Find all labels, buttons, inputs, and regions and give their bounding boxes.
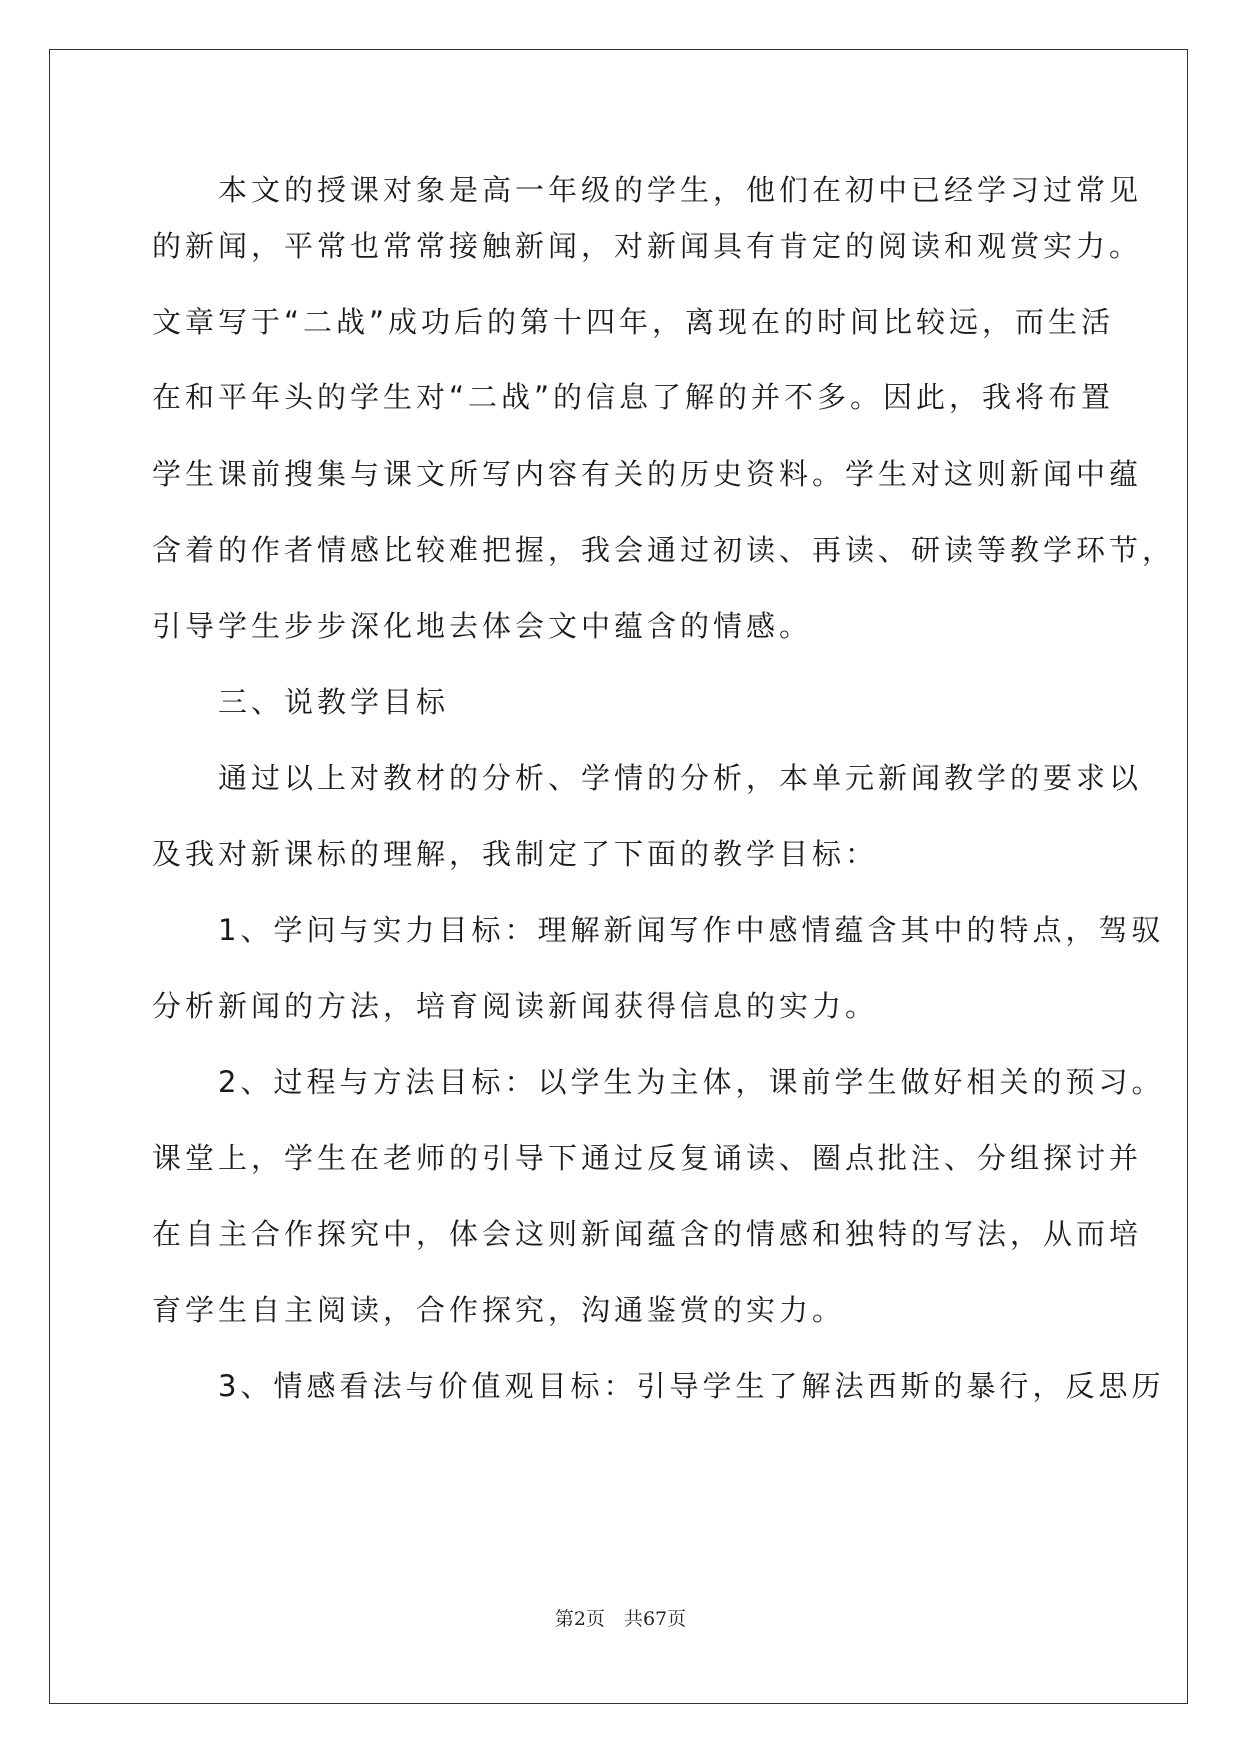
body-line: 在自主合作探究中，体会这则新闻蕴含的情感和独特的写法，从而培 — [152, 1217, 1143, 1251]
body-line: 本文的授课对象是高一年级的学生，他们在初中已经学习过常见 — [152, 173, 1143, 207]
body-line: 及我对新课标的理解，我制定了下面的教学目标： — [152, 837, 879, 871]
page-border — [49, 49, 1188, 1704]
body-line: 在和平年头的学生对“二战”的信息了解的并不多。因此，我将布置 — [152, 380, 1115, 414]
page-number: 第2页 共67页 — [554, 1608, 687, 1630]
body-line: 3、情感看法与价值观目标：引导学生了解法西斯的暴行，反思历 — [152, 1369, 1165, 1403]
body-line: 引导学生步步深化地去体会文中蕴含的情感。 — [152, 609, 813, 643]
body-line: 1、学问与实力目标：理解新闻写作中感情蕴含其中的特点，驾驭 — [152, 913, 1165, 947]
body-line: 分析新闻的方法，培育阅读新闻获得信息的实力。 — [152, 989, 879, 1023]
body-line: 课堂上，学生在老师的引导下通过反复诵读、圈点批注、分组探讨并 — [152, 1141, 1143, 1175]
section-heading: 三、说教学目标 — [152, 685, 450, 719]
body-line: 文章写于“二战”成功后的第十四年，离现在的时间比较远，而生活 — [152, 305, 1115, 339]
body-line: 学生课前搜集与课文所写内容有关的历史资料。学生对这则新闻中蕴 — [152, 457, 1143, 491]
body-line: 2、过程与方法目标：以学生为主体，课前学生做好相关的预习。 — [152, 1065, 1165, 1099]
body-line: 的新闻，平常也常常接触新闻，对新闻具有肯定的阅读和观赏实力。 — [152, 229, 1143, 263]
body-line: 含着的作者情感比较难把握，我会通过初读、再读、研读等教学环节， — [152, 533, 1176, 567]
body-line: 育学生自主阅读，合作探究，沟通鉴赏的实力。 — [152, 1293, 846, 1327]
body-line: 通过以上对教材的分析、学情的分析，本单元新闻教学的要求以 — [152, 761, 1143, 795]
